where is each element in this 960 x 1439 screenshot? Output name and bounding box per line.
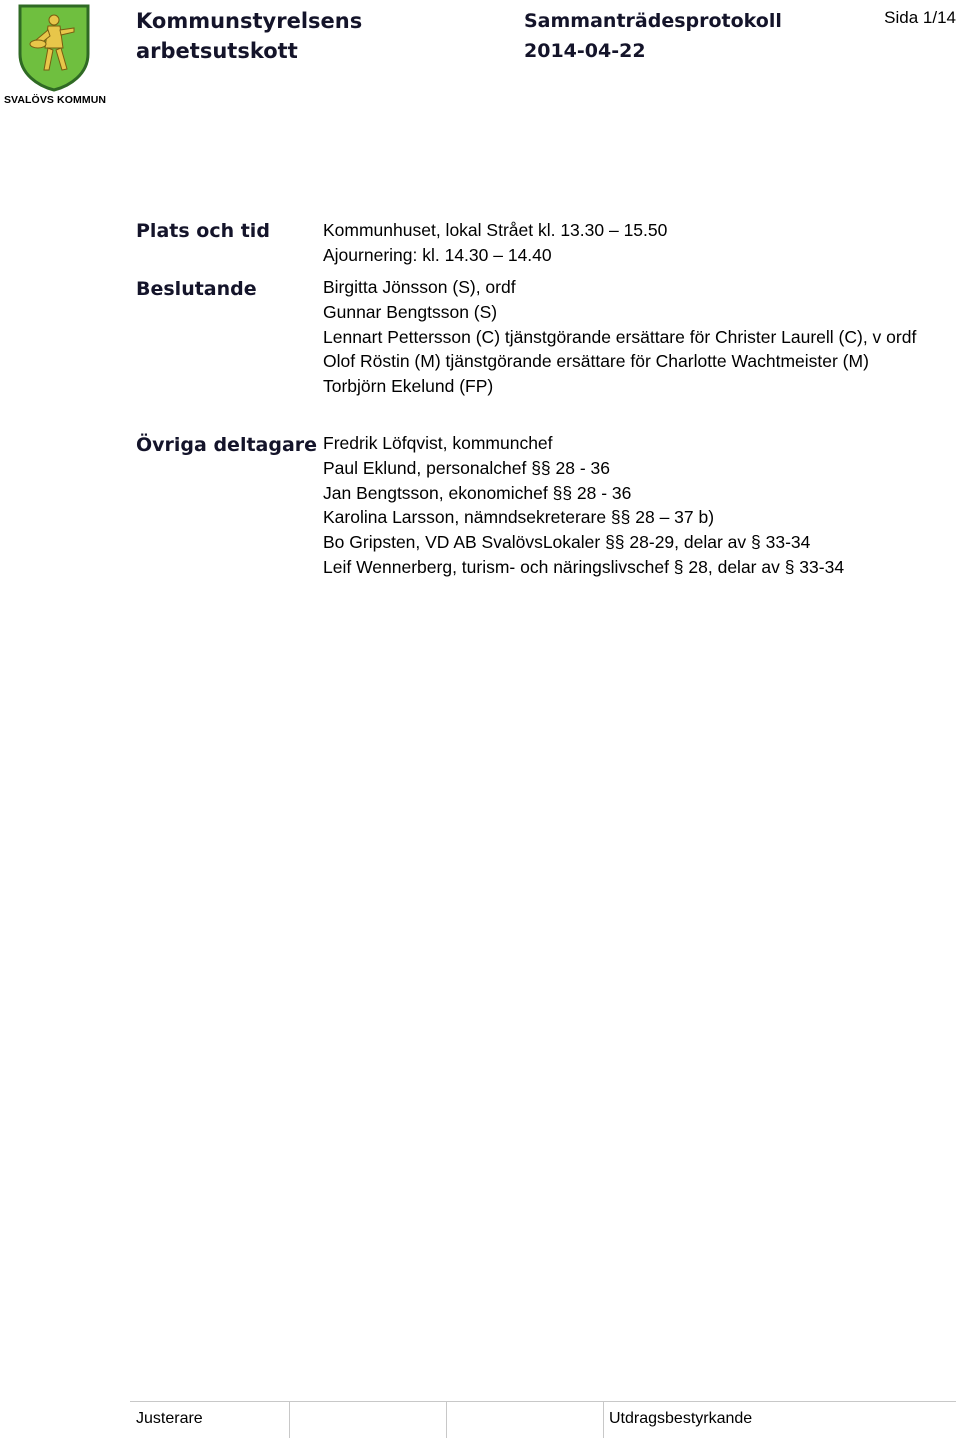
signature-footer xyxy=(130,1401,956,1438)
plats-label: Plats och tid xyxy=(136,220,270,242)
coat-of-arms-icon xyxy=(18,4,90,92)
document-type: Sammanträdesprotokoll xyxy=(524,10,782,32)
beslutande-line: Gunnar Bengtsson (S) xyxy=(323,301,498,322)
document-header xyxy=(524,6,824,66)
plats-line: Kommunhuset, lokal Strået kl. 13.30 – 15.50 xyxy=(323,220,668,240)
ovriga-line: Paul Eklund, personalchef §§ 28 - 36 xyxy=(323,457,610,478)
ovriga-line: Leif Wennerberg, turism- och näringslivschef § 28, delar av § 33-34 xyxy=(323,556,845,577)
ovriga-label: Övriga deltagare xyxy=(136,434,318,456)
ovriga-line: Karolina Larsson, nämndsekreterare §§ 28 – 37 b) xyxy=(323,507,715,528)
justerare-label: Justerare xyxy=(136,1410,203,1427)
utdragsbestyrkande-label: Utdragsbestyrkande xyxy=(609,1410,753,1427)
organ-title xyxy=(136,6,496,66)
signature-box-divider xyxy=(446,1402,447,1438)
meeting-date: 2014-04-22 xyxy=(524,40,646,62)
municipal-logo xyxy=(0,0,110,108)
page-number: Sida 1/14 xyxy=(884,8,956,27)
municipality-name: SVALÖVS KOMMUN xyxy=(3,94,107,106)
organ-title-line-1: Kommunstyrelsens xyxy=(136,9,363,33)
beslutande-body xyxy=(323,275,948,399)
beslutande-line: Torbjörn Ekelund (FP) xyxy=(323,376,494,397)
beslutande-line: Birgitta Jönsson (S), ordf xyxy=(323,277,516,297)
signature-box-divider xyxy=(289,1402,290,1438)
beslutande-line: Olof Röstin (M) tjänstgörande ersättare för Charlotte Wachtmeister (M) xyxy=(323,351,869,372)
organ-title-line-2: arbetsutskott xyxy=(136,39,298,63)
ajournering-line: Ajournering: kl. 14.30 – 14.40 xyxy=(323,244,552,265)
ovriga-body xyxy=(323,431,948,580)
ovriga-line: Fredrik Löfqvist, kommunchef xyxy=(323,433,553,453)
plats-body xyxy=(323,218,948,268)
beslutande-label: Beslutande xyxy=(136,278,257,300)
ovriga-line: Bo Gripsten, VD AB SvalövsLokaler §§ 28-29, delar av § 33-34 xyxy=(323,532,811,553)
ovriga-line: Jan Bengtsson, ekonomichef §§ 28 - 36 xyxy=(323,482,632,503)
signature-box-divider xyxy=(603,1402,604,1438)
beslutande-line: Lennart Pettersson (C) tjänstgörande ersättare för Christer Laurell (C), v ordf xyxy=(323,326,917,347)
